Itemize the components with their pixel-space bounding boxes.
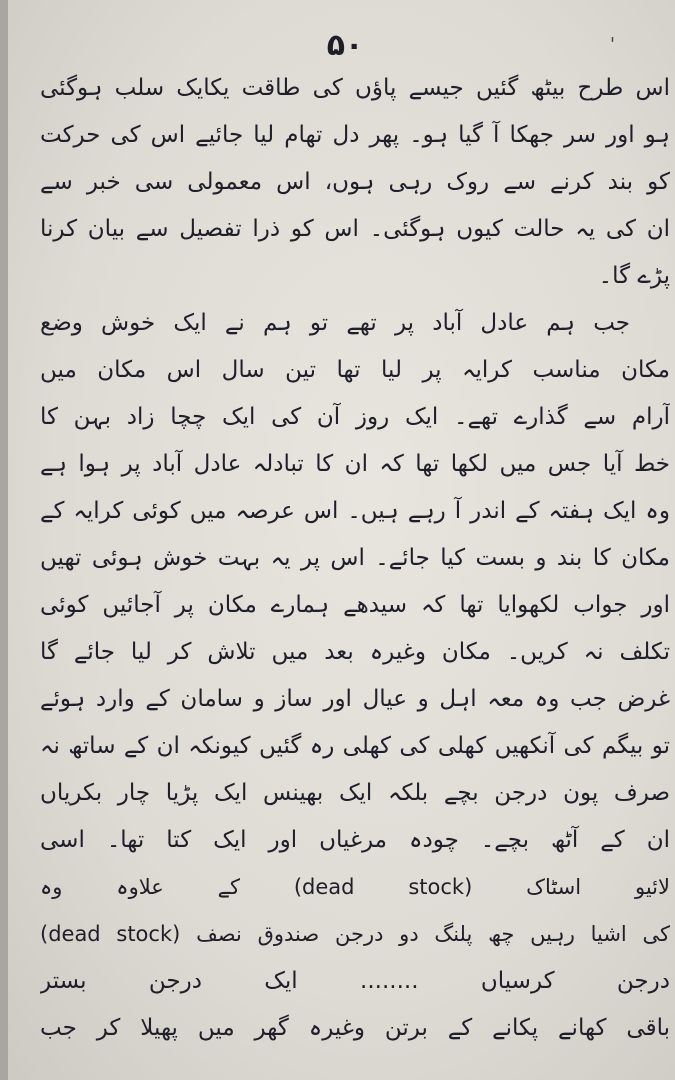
text-line: وہ ایک ہفتہ کے اندر آ رہے ہیں۔ اس عرصہ میں کوئی کرایہ کے <box>40 498 670 524</box>
text-line: پڑے گا۔ <box>598 263 670 289</box>
text-line: درجن کرسیاں ........ ایک درجن بستر <box>40 968 670 994</box>
text-line: تو بیگم کی آنکھیں کھلی کی کھلی رہ گئیں کیونکہ ان کے ساتھ نہ <box>40 733 670 759</box>
text-line: صرف پون درجن بچے بلکہ ایک بھینس ایک پڑیا چار بکریاں <box>40 780 670 806</box>
text-line: لائیو اسٹاک (dead stock) کے علاوہ وہ <box>40 875 670 899</box>
text-line: اس طرح بیٹھ گئیں جیسے پاؤں کی طاقت یکایک سلب ہوگئی <box>40 75 670 101</box>
text-line: ان کے آٹھ بچے۔ چودہ مرغیاں اور ایک کتا تھا۔ اسی <box>40 827 670 853</box>
text-line: خط آیا جس میں لکھا تھا کہ ان کا تبادلہ عادل آباد پر ہوا ہے <box>40 451 670 477</box>
text-line: کو بند کرنے سے روک رہی ہوں، اس معمولی سی خبر سے <box>40 169 670 195</box>
page-number: ۵۰ <box>326 28 364 63</box>
text-line: مکان مناسب کرایہ پر لیا تھا تین سال اس مکان میں <box>40 357 670 383</box>
text-line: آرام سے گذارے تھے۔ ایک روز آن کی ایک چچا زاد بہن کا <box>40 404 670 430</box>
text-line: غرض جب وہ معہ اہل و عیال اور ساز و سامان کے وارد ہوئے <box>40 686 670 712</box>
text-line: باقی کھانے پکانے کے برتن وغیرہ گھر میں پھیلا کر جب <box>40 1015 670 1041</box>
text-line: ہو اور سر جھکا آ گیا ہو۔ پھر دل تھام لیا جائیے اس کی حرکت <box>40 122 670 148</box>
text-line: مکان کا بند و بست کیا جائے۔ اس پر یہ بہت خوش ہوئی تھیں <box>40 545 670 571</box>
text-line: جب ہم عادل آباد پر تھے تو ہم نے ایک خوش وضع <box>40 310 630 336</box>
corner-mark: ' <box>610 34 615 55</box>
page-left-edge <box>0 0 8 1080</box>
text-line: تکلف نہ کریں۔ مکان وغیرہ بعد میں تلاش کر لیا جائے گا <box>40 639 670 665</box>
text-line: (dead stock) کی اشیا رہیں چھ پلنگ دو درجن صندوق نصف <box>40 922 670 946</box>
text-line: اور جواب لکھوایا تھا کہ سیدھے ہمارے مکان پر آجائیں کوئی <box>40 592 670 618</box>
text-line: ان کی یہ حالت کیوں ہوگئی۔ اس کو ذرا تفصیل سے بیان کرنا <box>40 216 670 242</box>
